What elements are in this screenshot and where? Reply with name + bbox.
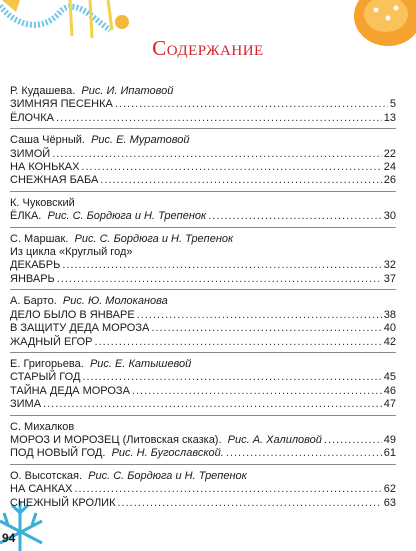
leader-dots	[81, 161, 381, 174]
entry-title: СНЕЖНЫЙ КРОЛИК	[10, 496, 116, 509]
entry-title: МОРОЗ И МОРОЗЕЦ (Литовская сказка).	[10, 433, 222, 446]
entry-title: ДЕЛО БЫЛО В ЯНВАРЕ	[10, 308, 135, 321]
leader-dots	[43, 398, 382, 411]
page-number: 94	[2, 531, 16, 545]
toc-section	[10, 470, 396, 513]
leader-dots	[57, 273, 382, 286]
entry-title: СНЕЖНАЯ БАБА	[10, 174, 99, 187]
entry-page: 26	[383, 174, 396, 187]
toc-section	[10, 134, 396, 192]
leader-dots	[137, 309, 382, 322]
entry-title: СТАРЫЙ ГОД	[10, 371, 81, 384]
toc-section	[10, 358, 396, 416]
entry-page: 49	[383, 433, 396, 446]
entry-page: 40	[383, 322, 396, 335]
toc-section	[10, 85, 396, 129]
toc-entry	[10, 398, 396, 411]
illustrator: Рис. И. Ипатовой	[81, 85, 174, 97]
leader-dots	[208, 210, 382, 223]
entry-page: 47	[383, 398, 396, 411]
leader-dots	[62, 259, 381, 272]
entry-page: 63	[383, 496, 396, 509]
author-line: Саша Чёрный. Рис. Е. Муратовой	[10, 134, 190, 147]
illustrator: Рис. С. Бордюга и Н. Трепенок	[88, 469, 247, 482]
illustrator: Рис. Ю. Молоканова	[62, 295, 168, 308]
entry-page: 5	[389, 98, 396, 111]
entry-page: 38	[383, 308, 396, 321]
leader-dots	[115, 98, 388, 111]
entry-page: 32	[383, 259, 396, 272]
entry-title: ПОД НОВЫЙ ГОД.	[10, 447, 106, 460]
entry-title: ЖАДНЫЙ ЕГОР	[10, 335, 93, 348]
entry-page: 42	[383, 335, 396, 348]
cycle-subtitle: Из цикла «Круглый год»	[10, 246, 133, 259]
author-line: С. Маршак. Рис. С. Бордюга и Н. Трепенок	[10, 232, 234, 245]
entry-page: 37	[383, 272, 396, 285]
illustrator: Рис. С. Бордюга и Н. Трепенок	[47, 210, 207, 223]
entry-page: 62	[383, 483, 396, 496]
entry-page: 46	[383, 384, 396, 397]
author-line: С. Михалков	[10, 420, 75, 433]
leader-dots	[95, 336, 382, 349]
toc-section	[10, 421, 396, 465]
illustrator: Рис. А. Халиловой	[227, 433, 322, 446]
leader-dots	[118, 497, 382, 510]
toc-entry	[10, 210, 396, 223]
entry-title: ДЕКАБРЬ	[10, 259, 61, 272]
entry-page: 24	[383, 161, 396, 174]
entry-title: НА КОНЬКАХ	[10, 161, 80, 174]
toc-entry	[10, 371, 396, 384]
leader-dots	[56, 112, 382, 125]
toc-section	[10, 197, 396, 228]
toc-entry	[10, 385, 396, 398]
entry-title: ЁЛОЧКА	[10, 111, 54, 124]
toc-section	[10, 295, 396, 353]
illustrator: Рис. С. Бордюга и Н. Трепенок	[74, 232, 234, 245]
entry-title: ЗИМНЯЯ ПЕСЕНКА	[10, 98, 113, 111]
entry-title: ЗИМА	[10, 398, 42, 411]
entry-page: 61	[383, 447, 396, 460]
author-line: Е. Григорьева. Рис. Е. Катышевой	[10, 357, 192, 370]
entry-page: 13	[383, 111, 396, 124]
entry-page: 30	[383, 210, 396, 223]
author-line: К. Чуковский	[10, 196, 75, 209]
entry-title: ЯНВАРЬ	[10, 272, 55, 285]
author-line: О. Высотская. Рис. С. Бордюга и Н. Трепенок	[10, 469, 247, 482]
entry-title: НА САНКАХ	[10, 483, 73, 496]
entry-page: 22	[383, 147, 396, 160]
leader-dots	[52, 148, 382, 161]
toc-entry	[10, 336, 396, 349]
author-line: А. Барто. Рис. Ю. Молоканова	[10, 295, 168, 308]
page-title: Содержание	[152, 36, 264, 60]
author-line: Р. Кудашева. Рис. И. Ипатовой	[10, 85, 174, 97]
toc-entry	[10, 447, 396, 460]
toc-entry	[10, 98, 396, 111]
toc-entry	[10, 273, 396, 286]
leader-dots	[132, 385, 382, 398]
entry-title: ЗИМОЙ	[10, 147, 51, 160]
tinsel-garland-decoration	[0, 0, 140, 40]
toc-entry	[10, 112, 396, 125]
leader-dots	[226, 447, 382, 460]
toc-section	[10, 233, 396, 291]
illustrator: Рис. Е. Катышевой	[89, 357, 192, 370]
toc-entry	[10, 148, 396, 161]
illustrator: Рис. Е. Муратовой	[91, 134, 190, 147]
leader-dots	[151, 322, 381, 335]
entry-title: ЁЛКА.	[10, 210, 42, 223]
entry-title: В ЗАЩИТУ ДЕДА МОРОЗА	[10, 322, 150, 335]
toc-entry	[10, 322, 396, 335]
entry-title: ТАЙНА ДЕДА МОРОЗА	[10, 384, 130, 397]
toc-entry	[10, 259, 396, 272]
toc-entry	[10, 161, 396, 174]
toc-entry	[10, 483, 396, 496]
entry-page: 45	[383, 371, 396, 384]
toc-entry	[10, 497, 396, 510]
toc-entry	[10, 174, 396, 187]
leader-dots	[100, 174, 381, 187]
toc-entry	[10, 434, 396, 447]
leader-dots	[324, 434, 382, 447]
table-of-contents	[10, 85, 396, 518]
leader-dots	[82, 371, 381, 384]
illustrator: Рис. Н. Бугославской.	[111, 447, 224, 460]
toc-entry	[10, 309, 396, 322]
leader-dots	[74, 483, 381, 496]
